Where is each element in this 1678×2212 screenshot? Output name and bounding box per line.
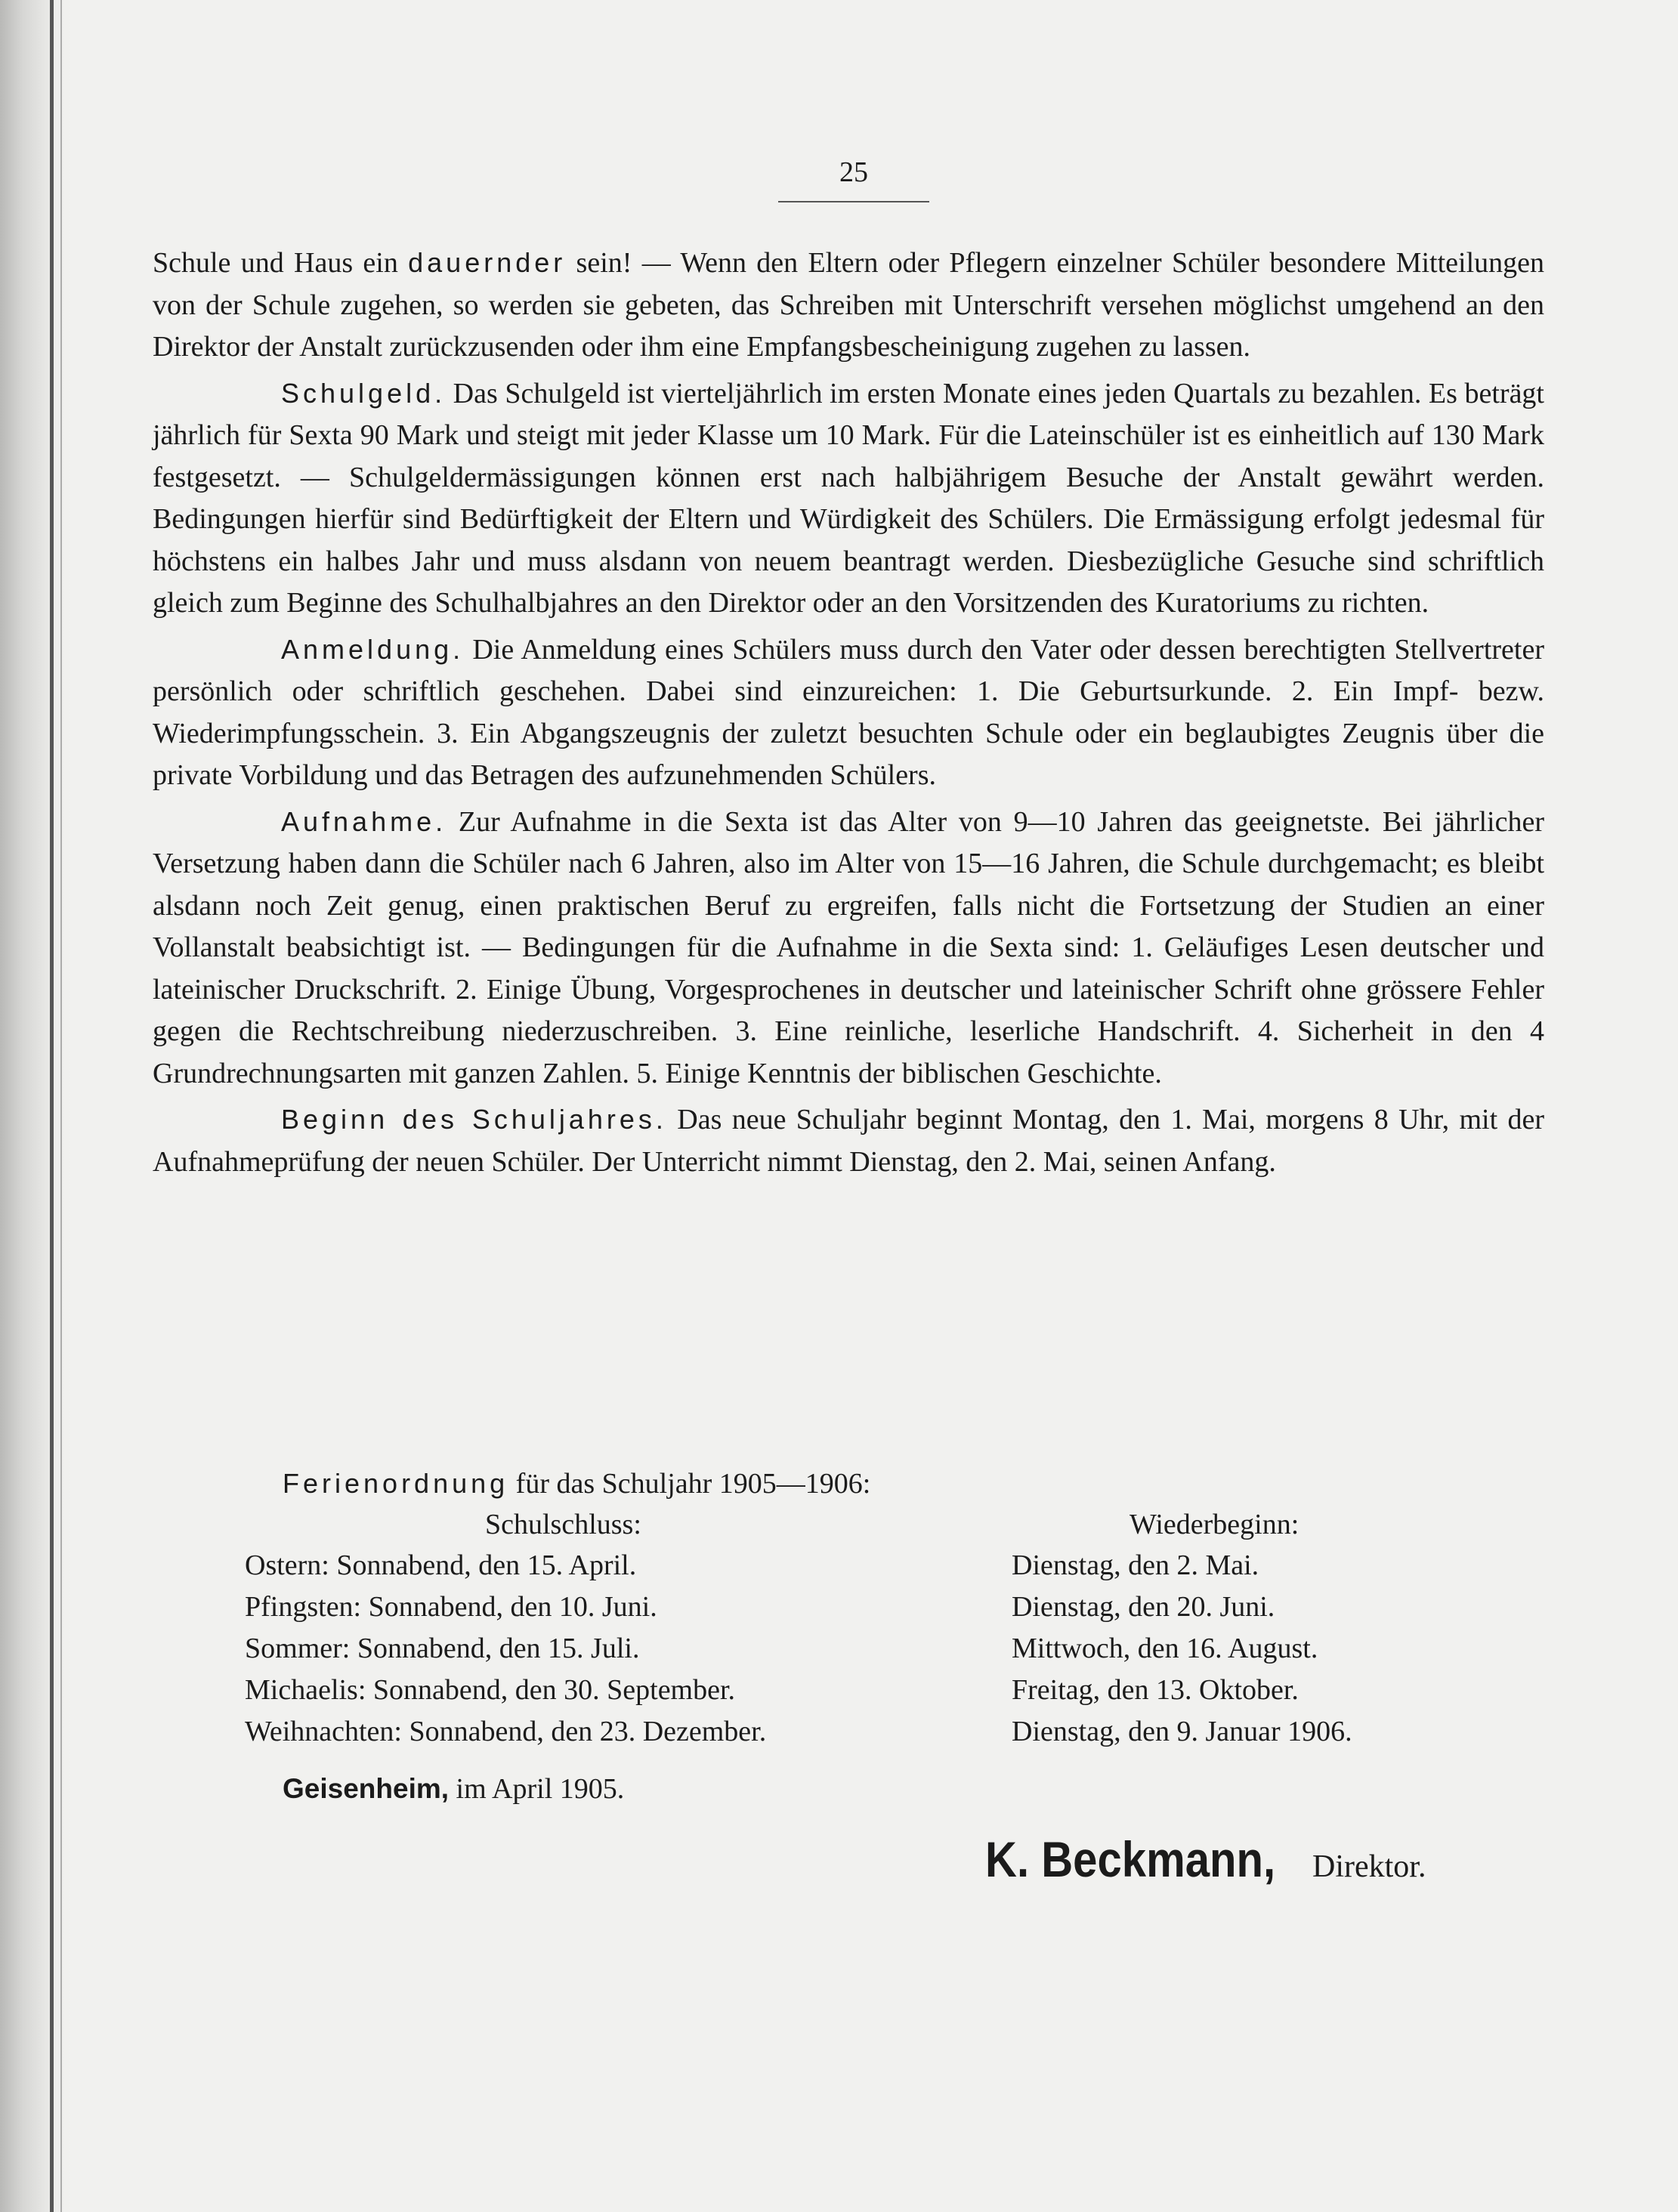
- paragraph-schuljahr: [153, 1098, 1544, 1183]
- restart-cell: Dienstag, den 9. Januar 1906.: [1012, 1716, 1352, 1747]
- page-binding-edge-inner: [60, 0, 62, 2212]
- column-header-school-end: Schulschluss:: [485, 1509, 641, 1540]
- term-beginn-schuljahr: Beginn des Schuljahres.: [281, 1104, 667, 1135]
- signature-name: K. Beckmann,: [985, 1831, 1276, 1887]
- table-row: [245, 1711, 1529, 1753]
- schuljahr-text: Das neue Schuljahr beginnt Montag, den 1. Mai, morgens 8 Uhr, mit der Aufnahmeprüfung der neuen Schüler. Der Unterricht nimmt Dienstag, den 2. Mai, seinen Anfang.: [153, 1104, 1545, 1178]
- paragraph-schulgeld: [153, 372, 1544, 625]
- table-row: [245, 1545, 1529, 1586]
- school-end-cell: Michaelis: Sonnabend, den 30. September.: [245, 1674, 736, 1706]
- table-row: [245, 1670, 1529, 1711]
- restart-cell: Dienstag, den 2. Mai.: [1012, 1549, 1259, 1581]
- term-schulgeld: Schulgeld.: [281, 377, 447, 409]
- p1-text-before: Schule und Haus ein: [153, 247, 409, 279]
- page-number-rule: [778, 201, 929, 202]
- p1-text-after: sein! — Wenn den Eltern oder Pflegern einzelner Schüler besondere Mitteilungen von der Schule zugehen, so werden sie gebeten, das Schreiben mit Unterschrift versehen möglichst umgehend an den Direktor der Anstalt zurückzusenden oder ihm eine Empfangsbescheinigung zugehen zu lassen.: [153, 247, 1544, 363]
- date-text: im April 1905.: [449, 1773, 625, 1805]
- term-ferienordnung: Ferienordnung: [283, 1468, 509, 1499]
- holiday-table: [245, 1545, 1529, 1753]
- aufnahme-text: Zur Aufnahme in die Sexta ist das Alter von 9—10 Jahren das geeignetste. Bei jährlicher Versetzung haben dann die Schüler nach 6 Jahren, also im Alter von 15—16 Jahren, die Schule durchgemacht; es bleibt alsdann noch Zeit genug, einen praktischen Beruf zu ergreifen, falls nicht die Fortsetzung der Studien an einer Vollanstalt beabsichtigt ist. — Bedingungen für die Aufnahme in die Sexta sind: 1. Geläufiges Lesen deutscher und lateinischer Druckschrift. 2. Einige Übung, Vorgesprochenes in deutscher und lateinischer Schrift ohne grössere Fehler gegen die Rechtschreibung niederzuschreiben. 3. Eine reinliche, leserliche Handschrift. 4. Sicherheit in den 4 Grundrechnungsarten mit ganzen Zahlen. 5. Einige Kenntnis der biblischen Geschichte.: [153, 805, 1544, 1089]
- signature-title: Direktor.: [1304, 1849, 1426, 1884]
- schulgeld-text: Das Schulgeld ist vierteljährlich im ersten Monate eines jeden Quartals zu bezahlen. Es beträgt jährlich für Sexta 90 Mark und steigt mit jeder Klasse um 10 Mark. Für die Lateinschüler ist es einheitlich auf 130 Mark festgesetzt. — Schulgeldermässigungen können erst nach halbjährigem Besuche der Anstalt gewährt werden. Bedingungen hierfür sind Bedürftigkeit der Eltern und Würdigkeit des Schülers. Die Ermässigung erfolgt jedesmal für höchstens ein halbes Jahr und muss alsdann von neuem beantragt werden. Diesbezügliche Gesuche sind schriftlich gleich zum Beginne des Schulhalbjahres an den Direktor oder an den Vorsitzenden des Kuratoriums zu richten.: [153, 377, 1544, 619]
- school-end-cell: Sommer: Sonnabend, den 15. Juli.: [245, 1633, 640, 1664]
- paragraph-anmeldung: [153, 629, 1544, 797]
- table-row: [245, 1586, 1529, 1628]
- term-aufnahme: Aufnahme.: [281, 805, 447, 837]
- column-header-restart: Wiederbeginn:: [1129, 1509, 1299, 1540]
- table-row: [245, 1628, 1529, 1670]
- restart-cell: Dienstag, den 20. Juni.: [1012, 1591, 1275, 1623]
- body-text: [153, 242, 1544, 1183]
- paragraph-aufnahme: [153, 801, 1544, 1095]
- school-end-cell: Weihnachten: Sonnabend, den 23. Dezember.: [245, 1716, 767, 1747]
- term-anmeldung: Anmeldung.: [281, 633, 465, 665]
- restart-cell: Mittwoch, den 16. August.: [1012, 1633, 1318, 1664]
- ferienordnung-text: für das Schuljahr 1905—1906:: [508, 1468, 871, 1500]
- school-end-cell: Pfingsten: Sonnabend, den 10. Juni.: [245, 1591, 657, 1623]
- anmeldung-text: Die Anmeldung eines Schülers muss durch den Vater oder dessen berechtigten Stellvertreter persönlich oder schriftlich geschehen. Dabei sind einzureichen: 1. Die Geburtsurkunde. 2. Ein Impf- bezw. Wiederimpfungsschein. 3. Ein Abgangszeugnis der zuletzt besuchten Schule oder ein beglaubigtes Zeugnis über die private Vorbildung und das Betragen des aufzunehmenden Schülers.: [153, 633, 1544, 791]
- paragraph-contact: [153, 242, 1544, 369]
- school-end-cell: Ostern: Sonnabend, den 15. April.: [245, 1549, 637, 1581]
- place-name: Geisenheim,: [283, 1773, 450, 1804]
- signature: [985, 1825, 1426, 1893]
- page-binding-edge: [50, 0, 54, 2212]
- holiday-schedule-heading: [283, 1463, 870, 1505]
- p1-emphasis: dauernder: [408, 247, 567, 278]
- page-number: 25: [839, 156, 868, 188]
- restart-cell: Freitag, den 13. Oktober.: [1012, 1674, 1299, 1706]
- place-and-date: [283, 1768, 624, 1810]
